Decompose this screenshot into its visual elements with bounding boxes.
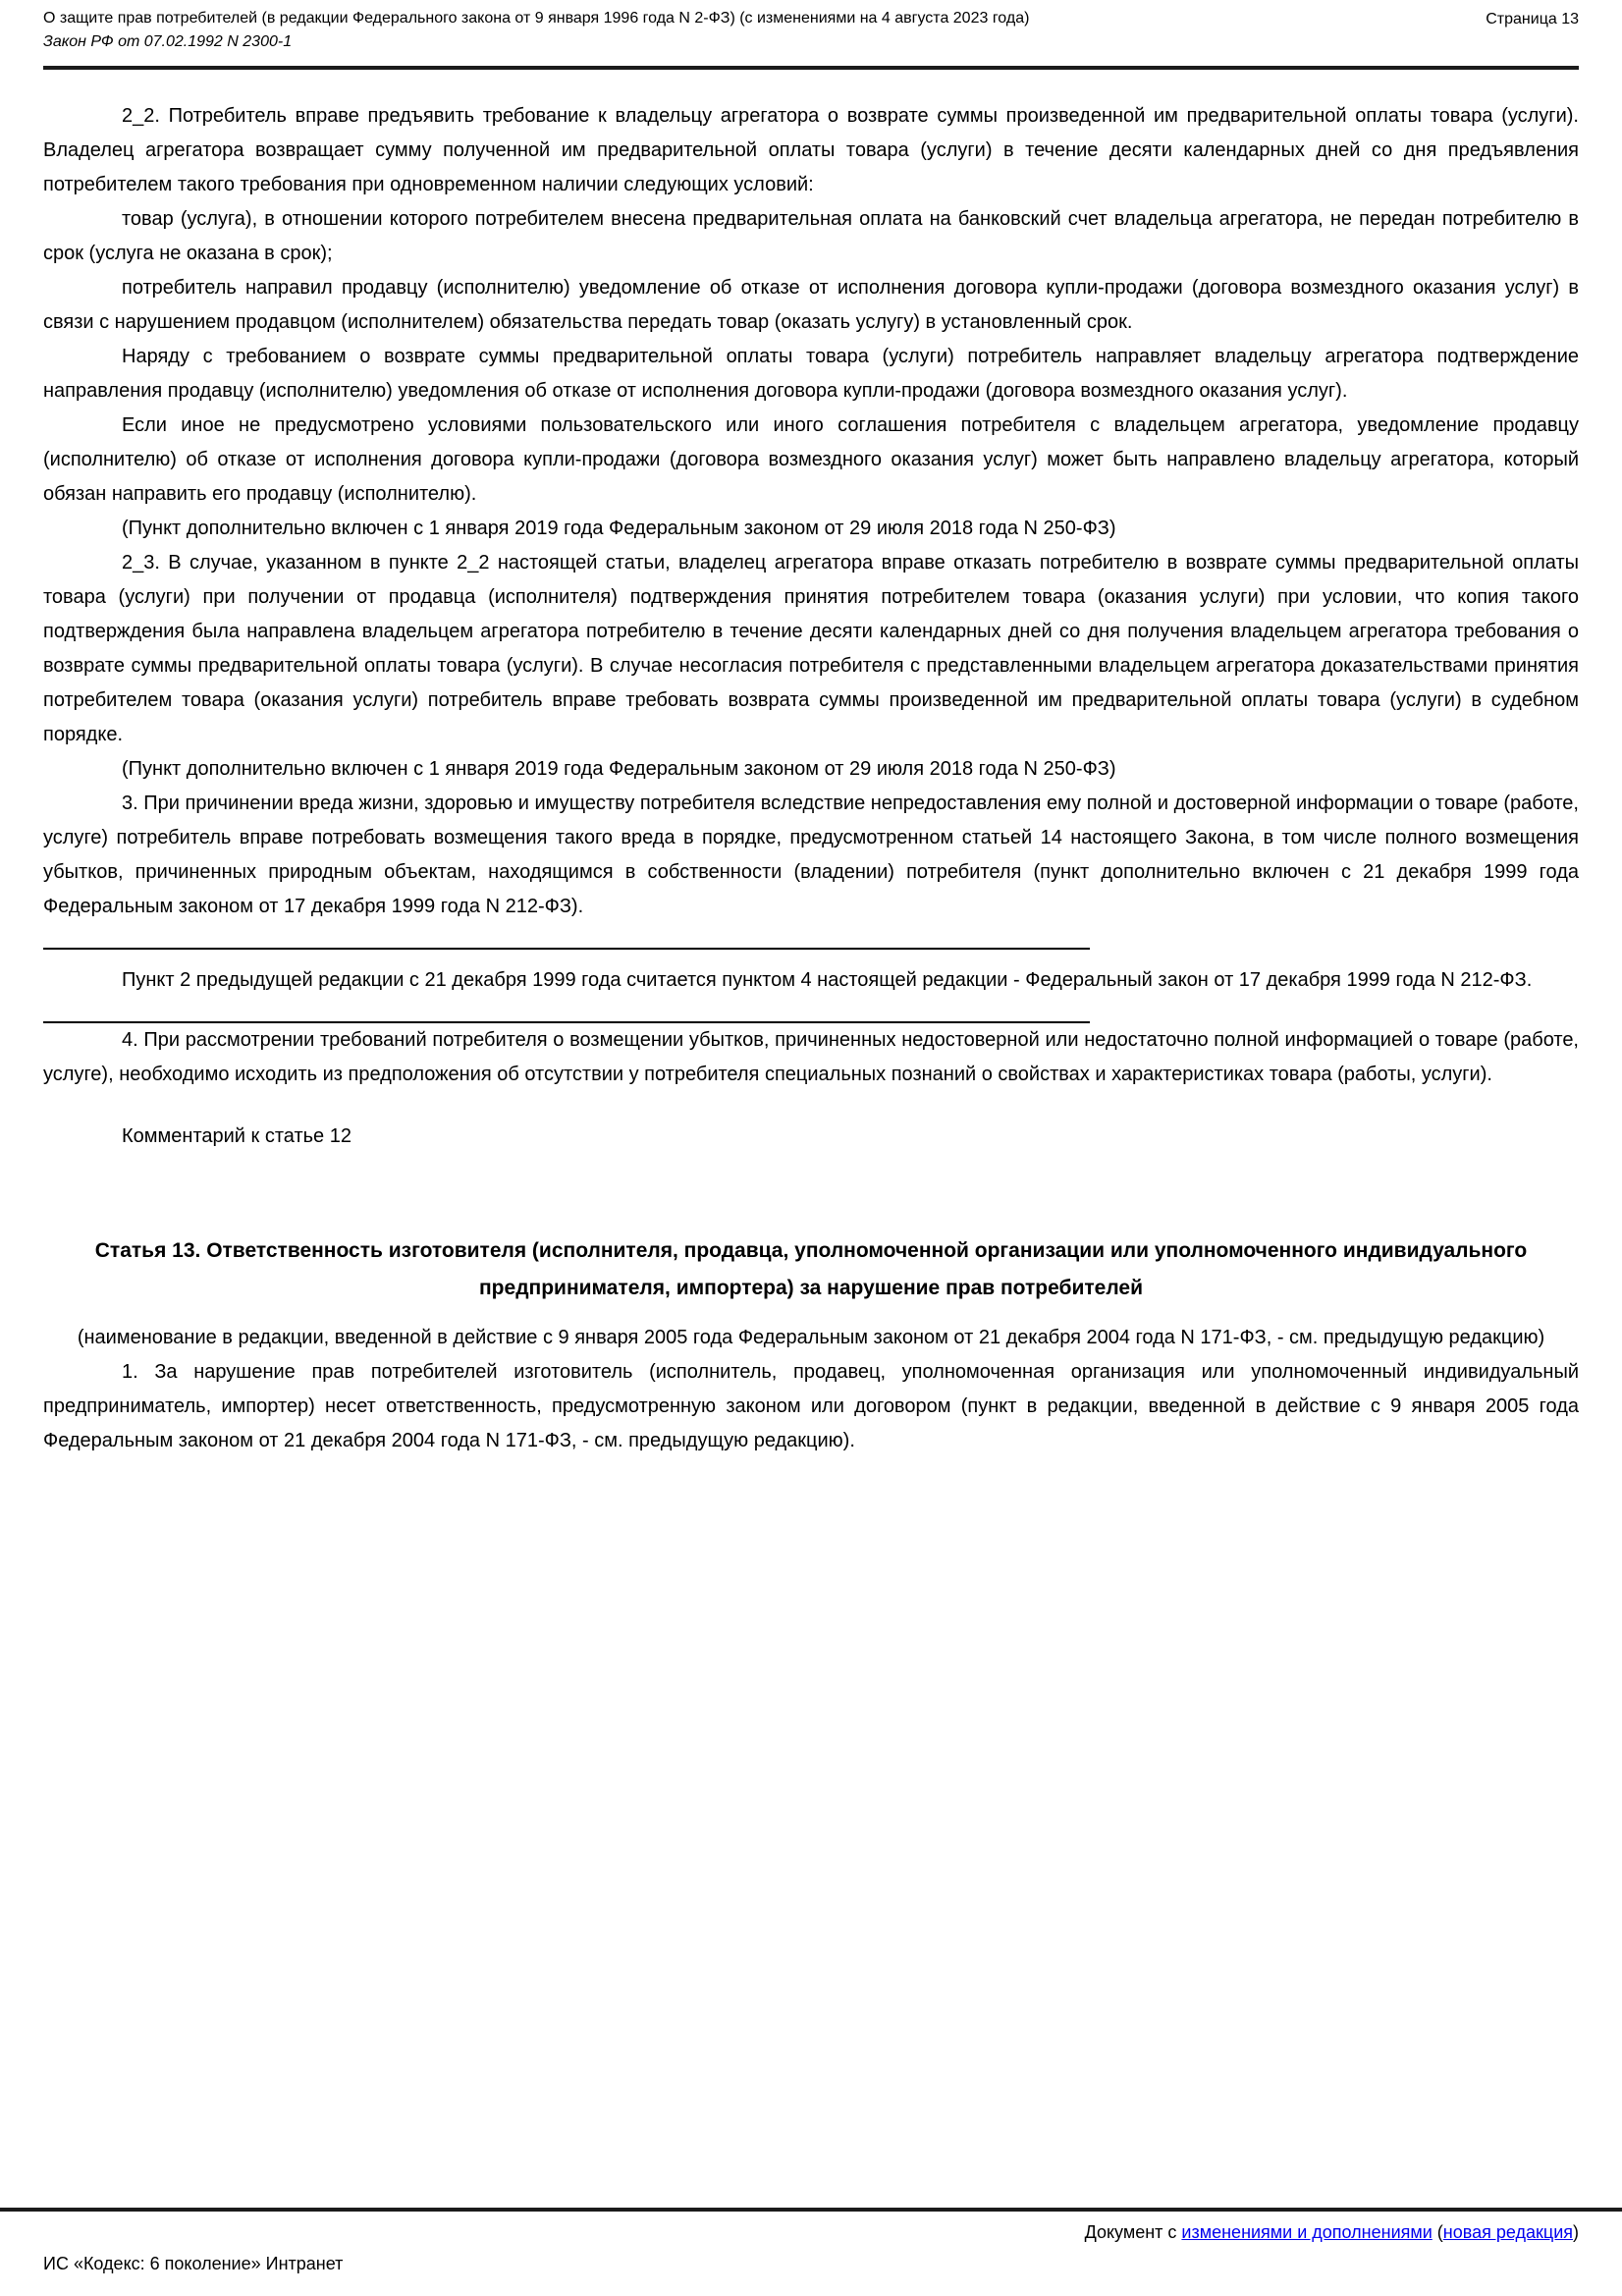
- system-label: ИС «Кодекс: 6 поколение» Интранет: [43, 2254, 344, 2273]
- note-included-2019-first: (Пункт дополнительно включен с 1 января 2019 года Федеральным законом от 29 июля 2018 года N 250-ФЗ): [122, 518, 1116, 539]
- document-reference: Закон РФ от 07.02.1992 N 2300-1: [43, 33, 293, 50]
- paragraph-2-2: 2_2. Потребитель вправе предъявить требование к владельцу агрегатора о возврате суммы произведенной им предварительной оплаты товара (услуги). Владелец агрегатора возвращает сумму полученной им предварительной оплаты товара (услуги) в течение десяти календарных дней со дня предъявления потребителем такого требования при одновременном наличии следующих условий:: [43, 105, 1579, 195]
- footer-links-line: [0, 2212, 1622, 2244]
- note-included-2019-second: (Пункт дополнительно включен с 1 января 2019 года Федеральным законом от 29 июля 2018 года N 250-ФЗ): [122, 758, 1116, 780]
- page-header: [0, 0, 1622, 70]
- changes-and-additions-link[interactable]: изменениями и дополнениями: [1181, 2222, 1433, 2242]
- paragraph-13-1: 1. За нарушение прав потребителей изготовитель (исполнитель, продавец, уполномоченная организация или уполномоченный индивидуальный предприниматель, импортер) несет ответственность, предусмотренную законом или договором (пункт в редакции, введенной в действие с 9 января 2005 года Федеральным законом от 21 декабря 2004 года N 171-ФЗ, - см. предыдущую редакцию).: [43, 1361, 1579, 1451]
- header-title-row: [43, 7, 1579, 30]
- document-title: О защите прав потребителей (в редакции Федерального закона от 9 января 1996 года N 2-ФЗ) (с изменениями на 4 августа 2023 года): [43, 10, 1030, 27]
- paragraph-4: 4. При рассмотрении требований потребителя о возмещении убытков, причиненных недостоверной или недостаточно полной информацией о товаре (работе, услуге), необходимо исходить из предположения об отсутствии у потребителя специальных познаний о свойствах и характеристиках товара (работы, услуги).: [43, 1029, 1579, 1085]
- revision-note-divider-top: [43, 948, 1090, 950]
- page-number: Страница 13: [1486, 11, 1579, 27]
- paragraph-2-3: 2_3. В случае, указанном в пункте 2_2 настоящей статьи, владелец агрегатора вправе отказать потребителю в возврате суммы предварительной оплаты товара (услуги) при получении от продавца (исполнителя) подтверждения принятия потребителем товара (оказания услуги) при условии, что копия такого подтверждения была направлена владельцем агрегатора потребителю в течение десяти календарных дней со дня получения владельцем агрегатора требования о возврате суммы предварительной оплаты товара (услуги). В случае несогласия потребителя с представленными владельцем агрегатора доказательствами принятия потребителем товара (оказания услуги) потребитель вправе требовать возврата суммы произведенной им предварительной оплаты товара (услуги) в судебном порядке.: [43, 552, 1579, 745]
- footer-open-paren: (: [1432, 2222, 1443, 2242]
- paragraph-naryadu: Наряду с требованием о возврате суммы предварительной оплаты товара (услуги) потребитель направляет владельцу агрегатора подтверждение направления продавцу (исполнителю) уведомления об отказе от исполнения договора купли-продажи (договора возмездного оказания услуг).: [43, 346, 1579, 402]
- document-body: [0, 70, 1622, 1458]
- footer-close-paren: ): [1573, 2222, 1579, 2242]
- paragraph-esli-inoe: Если иное не предусмотрено условиями пользовательского или иного соглашения потребителя с владельцем агрегатора, уведомление продавцу (исполнителю) об отказе от исполнения договора купли-продажи (договора возмездного оказания услуг) может быть направлено владельцу агрегатора, который обязан направить его продавцу (исполнителю).: [43, 414, 1579, 505]
- paragraph-condition-notice: потребитель направил продавцу (исполнителю) уведомление об отказе от исполнения договора купли-продажи (договора возмездного оказания услуг) в связи с нарушением продавцом (исполнителем) обязательства передать товар (оказать услугу) в установленный срок.: [43, 277, 1579, 333]
- article-13-heading: Статья 13. Ответственность изготовителя (исполнителя, продавца, уполномоченной организации или уполномоченного индивидуального предпринимателя, импортера) за нарушение прав потребителей: [94, 1239, 1528, 1299]
- new-edition-link[interactable]: новая редакция: [1442, 2222, 1573, 2242]
- revision-note: Пункт 2 предыдущей редакции с 21 декабря 1999 года считается пунктом 4 настоящей редакции - Федеральный закон от 17 декабря 1999 года N 212-ФЗ.: [122, 969, 1533, 991]
- page-footer: [0, 2208, 1622, 2296]
- commentary-label: Комментарий к статье 12: [122, 1125, 351, 1147]
- paragraph-3: 3. При причинении вреда жизни, здоровью и имуществу потребителя вследствие непредоставления ему полной и достоверной информации о товаре (работе, услуге) потребитель вправе потребовать возмещения такого вреда в порядке, предусмотренном статьей 14 настоящего Закона, в том числе полного возмещения убытков, причиненных природным объектам, находящимся в собственности (владении) потребителя (пункт дополнительно включен с 21 декабря 1999 года Федеральным законом от 17 декабря 1999 года N 212-ФЗ).: [43, 793, 1579, 917]
- paragraph-condition-goods: товар (услуга), в отношении которого потребителем внесена предварительная оплата на банковский счет владельца агрегатора, не передан потребителю в срок (услуга не оказана в срок);: [43, 208, 1579, 264]
- footer-document-with-label: Документ с: [1084, 2222, 1182, 2242]
- article-13-name-note: (наименование в редакции, введенной в действие с 9 января 2005 года Федеральным законом от 21 декабря 2004 года N 171-ФЗ, - см. предыдущую редакцию): [77, 1327, 1545, 1348]
